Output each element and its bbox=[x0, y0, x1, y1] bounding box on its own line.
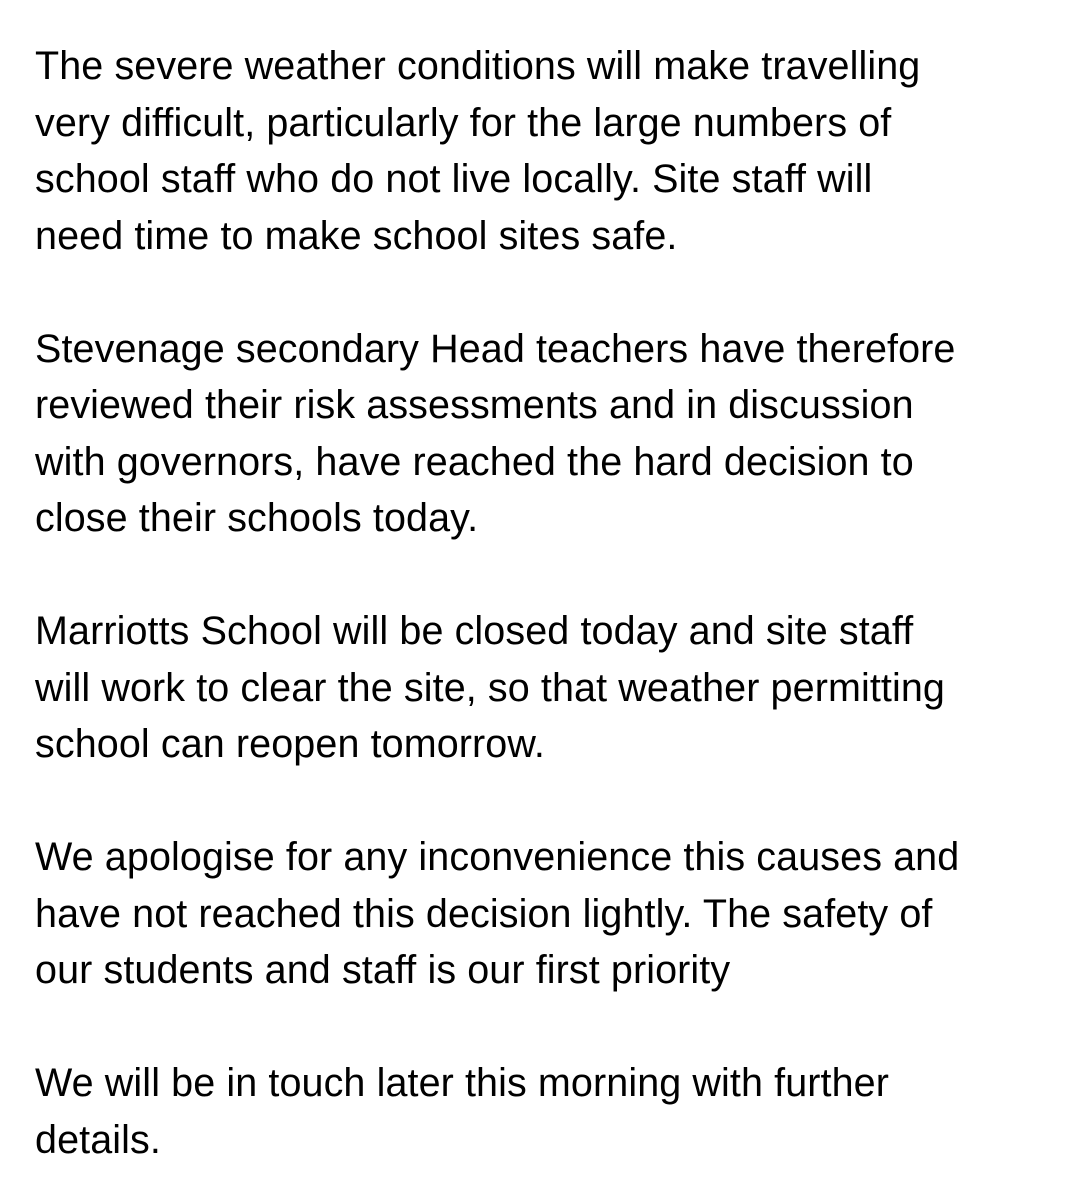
text-line: school staff who do not live locally. Site staff will bbox=[35, 157, 873, 201]
paragraph-head-teachers-decision bbox=[35, 321, 1065, 547]
text-line: reviewed their risk assessments and in discussion bbox=[35, 383, 914, 427]
text-line: close their schools today. bbox=[35, 496, 479, 540]
text-line: school can reopen tomorrow. bbox=[35, 722, 545, 766]
text-line: details. bbox=[35, 1117, 161, 1162]
paragraph-further-details bbox=[35, 1055, 1065, 1168]
paragraph-apology bbox=[35, 829, 1065, 999]
text-line: Stevenage secondary Head teachers have therefore bbox=[35, 326, 956, 371]
text-line: The severe weather conditions will make travelling bbox=[35, 44, 921, 88]
text-line: with governors, have reached the hard decision to bbox=[35, 439, 914, 484]
text-line: We apologise for any inconvenience this causes and bbox=[35, 835, 960, 879]
notice-text bbox=[35, 38, 1065, 1168]
text-line: have not reached this decision lightly. The safety of bbox=[35, 891, 933, 936]
text-line: need time to make school sites safe. bbox=[35, 213, 678, 258]
paragraph-weather-conditions bbox=[35, 38, 1065, 264]
text-line: our students and staff is our first priority bbox=[35, 948, 731, 992]
text-line: We will be in touch later this morning with further bbox=[35, 1061, 889, 1105]
text-line: Marriotts School will be closed today and site staff bbox=[35, 609, 914, 653]
text-line: very difficult, particularly for the large numbers of bbox=[35, 100, 892, 145]
paragraph-school-closure bbox=[35, 603, 1065, 773]
text-line: will work to clear the site, so that weather permitting bbox=[35, 665, 945, 710]
